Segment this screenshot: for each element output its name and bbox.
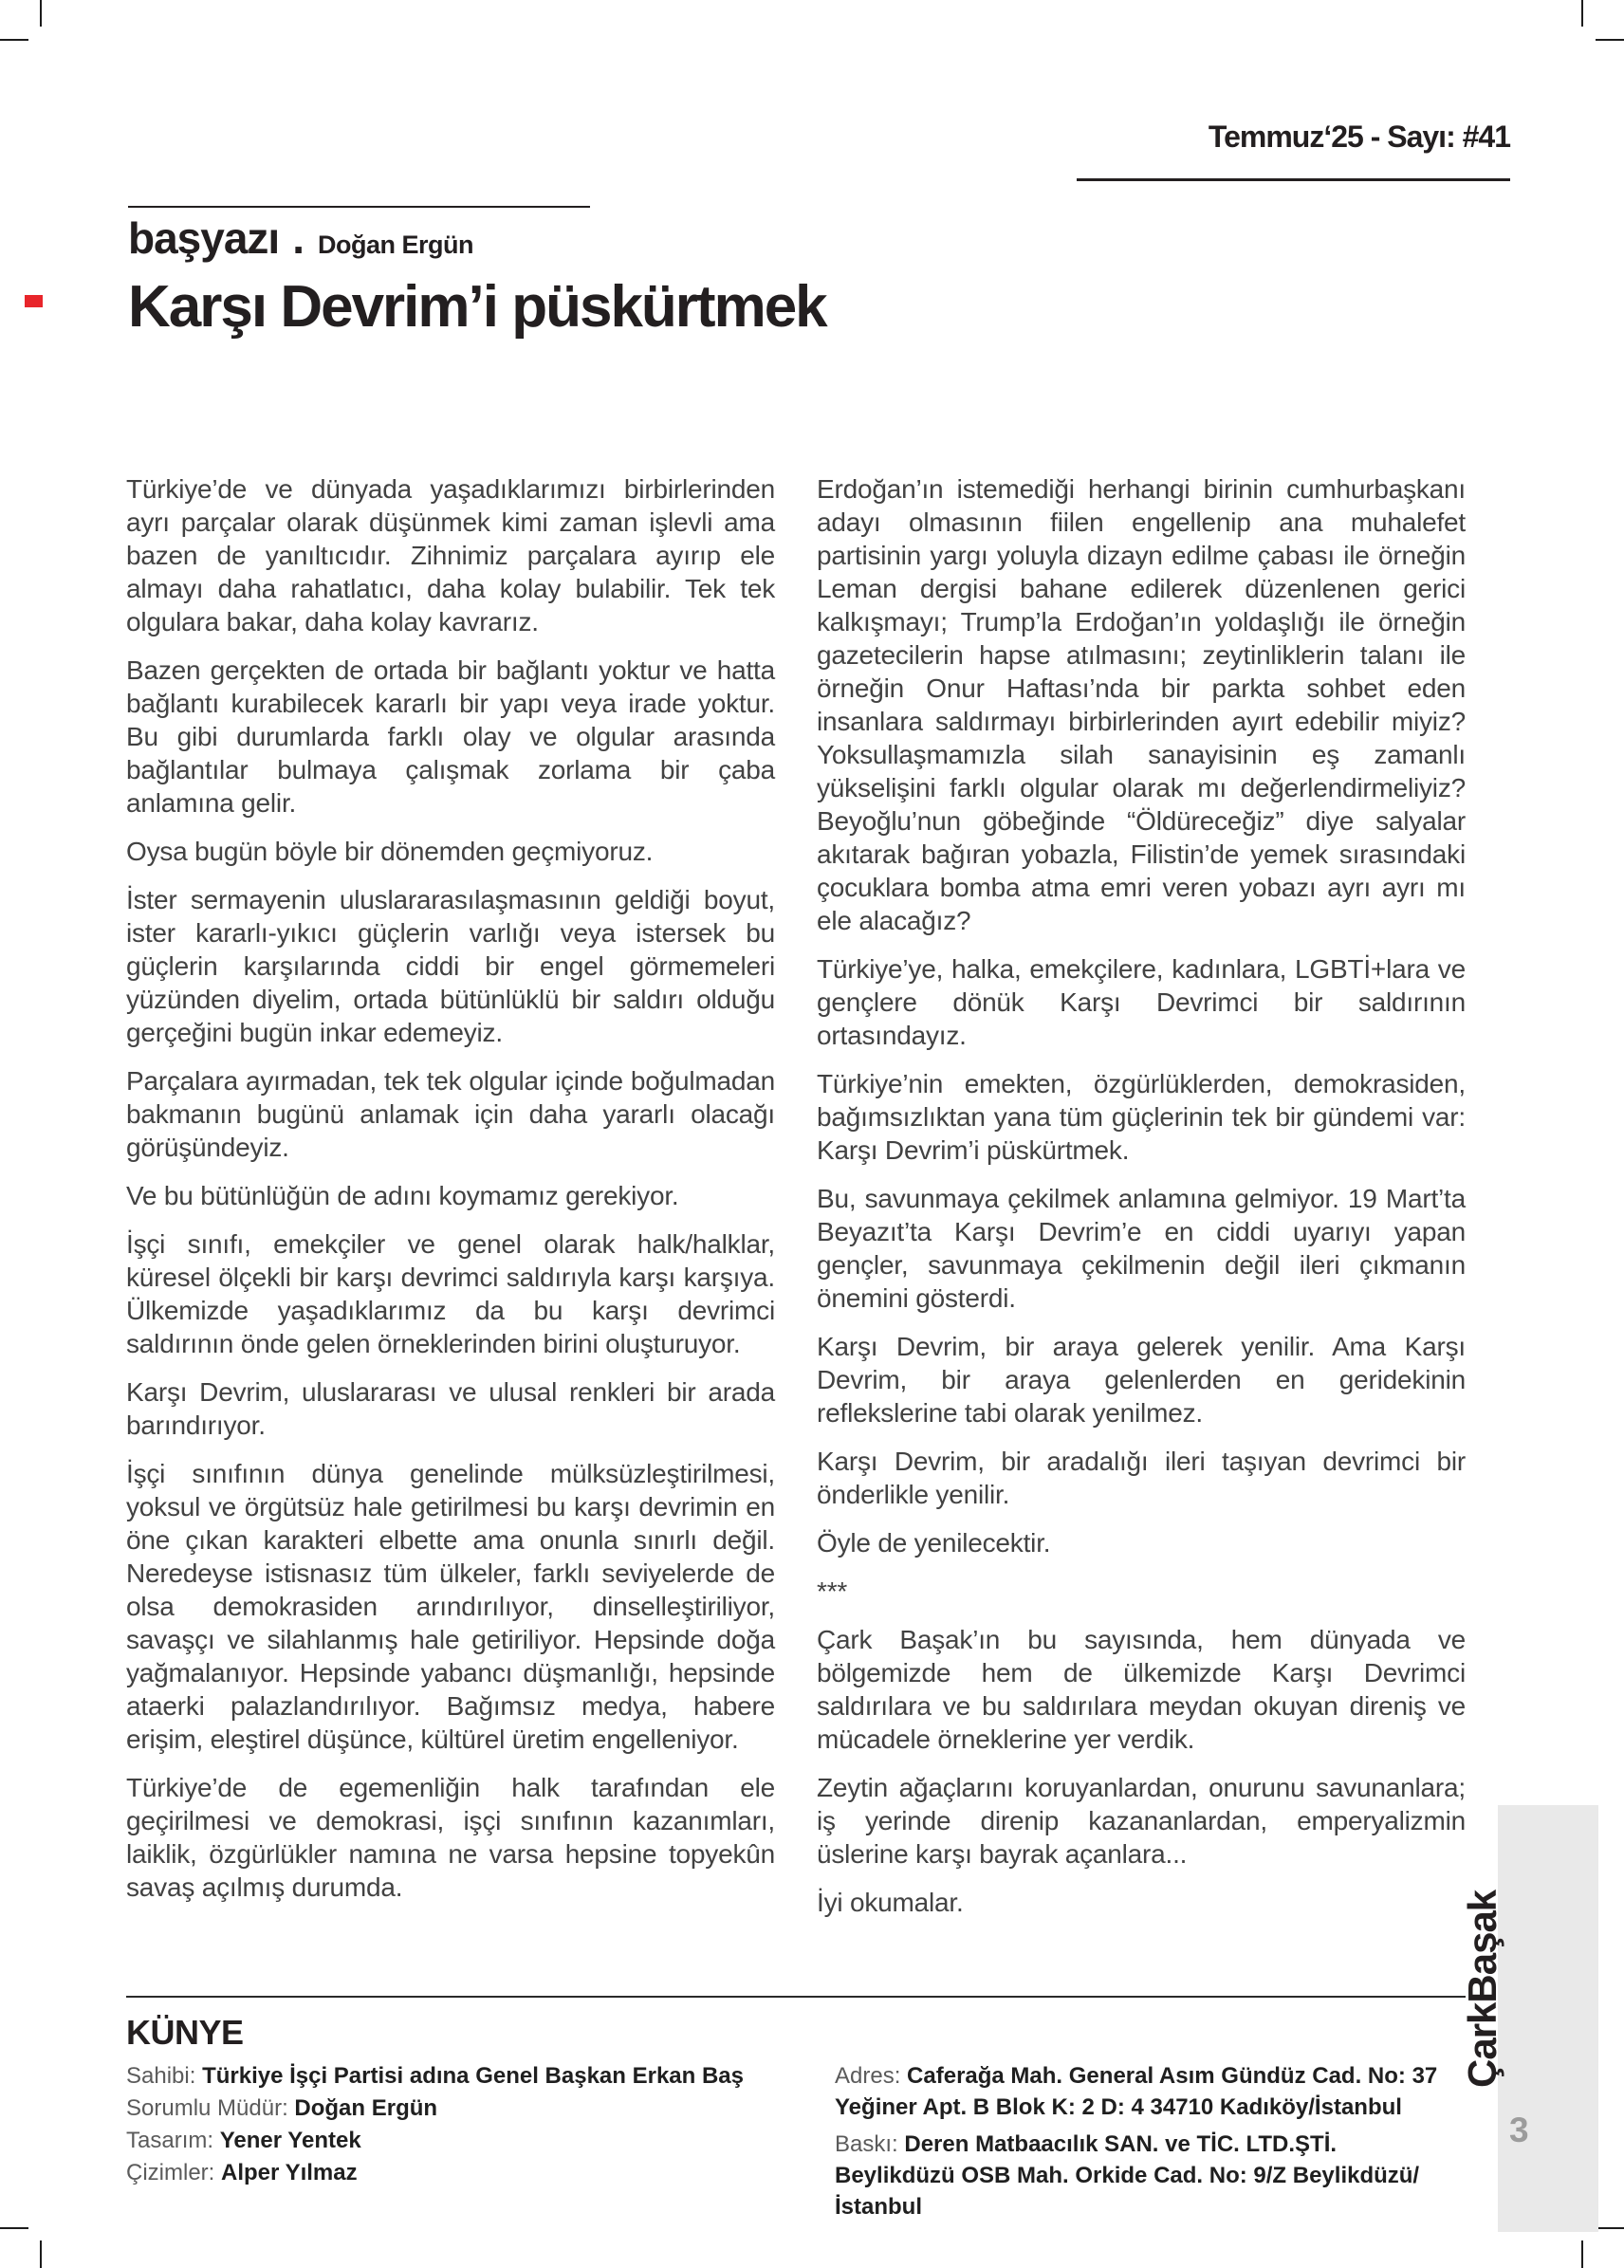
- body-paragraph: Parçalara ayırmadan, tek tek olgular içinde boğulmadan bakmanın bugünü anlamak için daha yararlı olacağı görüşündeyiz.: [126, 1066, 775, 1162]
- crop-mark-bottom-right-vertical: [1581, 2240, 1583, 2268]
- body-column-right: [817, 472, 1466, 1919]
- body-paragraph: Türkiye’ye, halka, emekçilere, kadınlara, LGBTİ+lara ve gençlere dönük Karşı Devrimci bir saldırının ortasındayız.: [817, 954, 1466, 1050]
- kunye-entry-label: Sorumlu Müdür:: [126, 2095, 288, 2121]
- body-paragraph: Oysa bugün böyle bir dönemden geçmiyoruz.: [126, 837, 654, 866]
- kunye-entry-value: Alper Yılmaz: [221, 2160, 358, 2185]
- kunye-entry-line2: Yeğiner Apt. B Blok K: 2 D: 4 34710 Kadıköy/İstanbul: [835, 2094, 1402, 2120]
- section-rule: [128, 206, 590, 208]
- body-paragraph: Ve bu bütünlüğün de adını koymamız gerekiyor.: [126, 1181, 679, 1210]
- kunye-entry-line1: [835, 2129, 1489, 2160]
- kunye-entry-value: Türkiye İşçi Partisi adına Genel Başkan Erkan Baş: [202, 2063, 744, 2089]
- section-label: başyazı: [128, 213, 280, 263]
- body-paragraph: İyi okumalar.: [817, 1888, 964, 1917]
- body-paragraph: İster sermayenin uluslararasılaşmasının geldiği boyut, ister kararlı-yıkıcı güçlerin varlığı veya istersek bu güçlerin karşılarında ciddi bir engel görmemeleri yüzünden diyelim, ortada bütünlüklü bir saldırı olduğu gerçeğini bugün inkar edemeyiz.: [126, 885, 775, 1047]
- kunye-entry-label: Sahibi:: [126, 2063, 196, 2089]
- crop-mark-bottom-left-horizontal: [0, 2227, 28, 2229]
- issue-label: Temmuz‘25 - Sayı: #41: [1208, 120, 1510, 154]
- body-paragraph: Karşı Devrim, bir araya gelerek yenilir. Ama Karşı Devrim, bir araya gelenlerden en geridekinin reflekslerine tabi olarak yenilmez.: [817, 1332, 1466, 1428]
- kunye-entry-line2: Beylikdüzü OSB Mah. Orkide Cad. No: 9/Z Beylikdüzü/ İstanbul: [835, 2163, 1420, 2220]
- article-body: [126, 472, 1466, 1919]
- body-paragraph: İşçi sınıfının dünya genelinde mülksüzleştirilmesi, yoksul ve örgütsüz hale getirilmesi bu karşı devrimin en öne çıkan karakteri elbette ama onunla sınırlı değil. Neredeyse istisnasız tüm ülkeler, farklı seviyelerde de olsa demokrasiden arındırılıyor, dinselleştiriliyor, savaşçı ve silahlanmış hale getiriliyor. Hepsinde doğa yağmalanıyor. Hepsinde yabancı düşmanlığı, hepsinde ataerki palazlandırılıyor. Bağımsız medya, habere erişim, eleştirel düşünce, kültürel üretim engelleniyor.: [126, 1459, 775, 1754]
- section-separator-dot: .: [292, 213, 304, 263]
- section-header: [128, 212, 473, 264]
- kunye-entry: [126, 2060, 819, 2093]
- body-paragraph: Öyle de yenilecektir.: [817, 1528, 1051, 1558]
- body-column-left: [126, 472, 775, 1919]
- kunye-entry-label: Çizimler:: [126, 2160, 215, 2185]
- kunye-entry: [126, 2125, 819, 2157]
- sidebar-gray-bar: [1460, 1805, 1598, 2232]
- body-paragraph: Türkiye’de ve dünyada yaşadıklarımızı birbirlerinden ayrı parçalar olarak düşünmek kimi zaman işlevli ama bazen de yanıltıcıdır. Zihnimiz parçalara ayırıp ele almayı daha rahatlatıcı, daha kolay bulabilir. Tek tek olgulara bakar, daha kolay kavrarız.: [126, 474, 775, 636]
- body-paragraph: ***: [817, 1577, 848, 1606]
- kunye-entry: [835, 2129, 1489, 2222]
- author-name: Doğan Ergün: [318, 230, 473, 259]
- kunye-entry: [126, 2157, 819, 2189]
- kunye-heading: KÜNYE: [126, 2013, 244, 2052]
- body-paragraph: İşçi sınıfı, emekçiler ve genel olarak halk/halklar, küresel ölçekli bir karşı devrimci saldırıyla karşı karşıya. Ülkemizde yaşadıklarımız da bu karşı devrimci saldırının önde gelen örneklerinden birini oluşturuyor.: [126, 1229, 775, 1358]
- crop-mark-top-right-vertical: [1581, 0, 1583, 27]
- kunye-entry-label: Baskı:: [835, 2131, 898, 2157]
- body-paragraph: Türkiye’nin emekten, özgürlüklerden, demokrasiden, bağımsızlıktan yana tüm güçlerinin tek bir gündemi var: Karşı Devrim’i püskürtmek.: [817, 1069, 1466, 1165]
- crop-mark-top-left-horizontal: [0, 39, 28, 41]
- body-paragraph: Bazen gerçekten de ortada bir bağlantı yoktur ve hatta bağlantı kurabilecek kararlı bir yapı veya irade yoktur. Bu gibi durumlarda farklı olay ve olgular arasında bağlantılar bulmaya çalışmak zorlama bir çaba anlamına gelir.: [126, 655, 775, 818]
- kunye-entry-line1: [835, 2060, 1489, 2092]
- body-paragraph: Zeytin ağaçlarını koruyanlardan, onurunu savunanlara; iş yerinde direnip kazananlardan, emperyalizmin üslerine karşı bayrak açanlara...: [817, 1773, 1466, 1869]
- body-paragraph: Erdoğan’ın istemediği herhangi birinin cumhurbaşkanı adayı olmasının fiilen engellenip ana muhalefet partisinin yargı yoluyla dizayn edilme çabası ile örneğin Leman dergisi bahane edilerek düzenlenen gerici kalkışmayı; Trump’la Erdoğan’ın yoldaşlığı ile örneğin gazetecilerin hapse atılmasını; zeytinliklerin talanı ile örneğin Onur Haftası’nda bir parkta sohbet eden insanlara saldırmayı birbirlerinden ayırt edebilir miyiz? Yoksullaşmamızla silah sanayisinin eş zamanlı yükselişini farklı olgular olarak mı değerlendirmeliyiz? Beyoğlu’nun göbeğinde “Öldüreceğiz” diye salyalar akıtarak bağıran yobazla, Filistin’de yemek sırasındaki çocuklara bomba atma emri veren yobazı ayrı ayrı mı ele alacağız?: [817, 474, 1466, 935]
- crop-mark-top-left-vertical: [40, 0, 42, 27]
- kunye-entry: [835, 2060, 1489, 2123]
- kunye-entry-value: Deren Matbaacılık SAN. ve TİC. LTD.ŞTİ.: [904, 2131, 1338, 2157]
- crop-mark-bottom-right-horizontal: [1596, 2227, 1624, 2229]
- crop-mark-bottom-left-vertical: [40, 2240, 42, 2268]
- article-title: Karşı Devrim’i püskürtmek: [128, 274, 826, 340]
- body-paragraph: Çark Başak’ın bu sayısında, hem dünyada ve bölgemizde hem de ülkemizde Karşı Devrimci saldırılara ve bu saldırılara meydan okuyan direniş ve mücadele örneklerine yer verdik.: [817, 1625, 1466, 1754]
- kunye-entry-value: Yener Yentek: [219, 2128, 361, 2153]
- body-paragraph: Karşı Devrim, bir aradalığı ileri taşıyan devrimci bir önderlikle yenilir.: [817, 1447, 1466, 1509]
- kunye-entry-label: Adres:: [835, 2063, 901, 2089]
- kunye-entry-value: Caferağa Mah. General Asım Gündüz Cad. No: 37: [907, 2063, 1438, 2089]
- body-paragraph: Bu, savunmaya çekilmek anlamına gelmiyor. 19 Mart’ta Beyazıt’ta Karşı Devrim’e en ciddi uyarıyı yapan gençler, savunmaya çekilmenin değil ileri çıkmanın önemini gösterdi.: [817, 1184, 1466, 1313]
- issue-rule: [1077, 178, 1510, 181]
- kunye-rule: [126, 1996, 1466, 1998]
- kunye-entry: [126, 2093, 819, 2125]
- kunye-right-block: [835, 2060, 1489, 2228]
- magazine-name-vertical: ÇarkBaşak: [1460, 1890, 1504, 2088]
- red-margin-dash: [25, 295, 43, 307]
- body-paragraph: Karşı Devrim, uluslararası ve ulusal renkleri bir arada barındırıyor.: [126, 1377, 775, 1440]
- page-number: 3: [1509, 2111, 1529, 2149]
- kunye-entry-value: Doğan Ergün: [294, 2095, 438, 2121]
- kunye-left-block: [126, 2060, 819, 2189]
- kunye-entry-label: Tasarım:: [126, 2128, 214, 2153]
- body-paragraph: Türkiye’de de egemenliğin halk tarafından ele geçirilmesi ve demokrasi, işçi sınıfının kazanımları, laiklik, özgürlükler namına ne varsa hepsine topyekûn savaş açılmış durumda.: [126, 1773, 775, 1902]
- crop-mark-top-right-horizontal: [1596, 39, 1624, 41]
